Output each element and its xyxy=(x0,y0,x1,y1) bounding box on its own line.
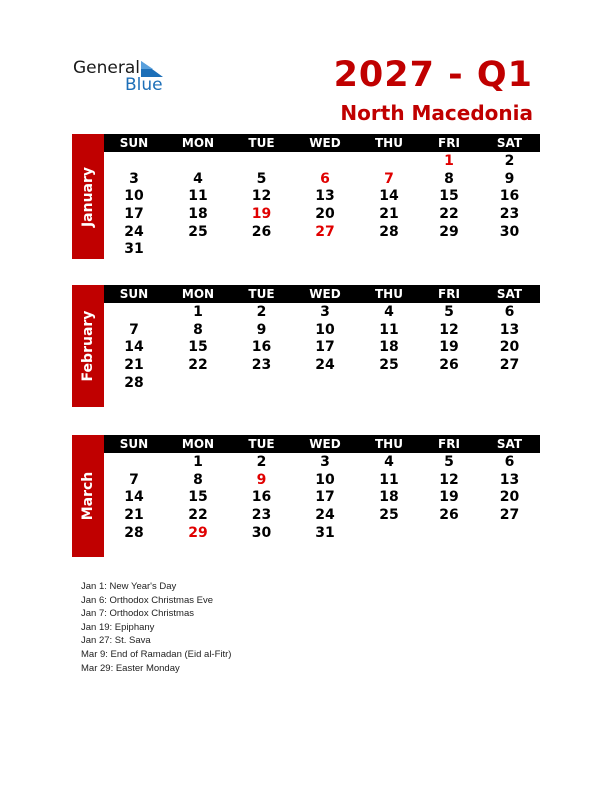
day-cell: 8 xyxy=(444,170,454,187)
day-cell: 12 xyxy=(439,471,459,488)
day-cell: 8 xyxy=(193,471,203,488)
day-cell: 12 xyxy=(439,321,459,338)
empty-day-cell xyxy=(104,453,164,471)
day-cell: 18 xyxy=(379,489,399,506)
holiday-note: Jan 1: New Year's Day xyxy=(81,581,177,592)
weekday-sat: SAT xyxy=(496,437,523,451)
day-cell: 11 xyxy=(379,321,399,338)
weekday-header xyxy=(104,435,540,453)
day-cell: 7 xyxy=(129,321,139,338)
day-cell: 9 xyxy=(256,321,267,338)
day-cell: 16 xyxy=(499,188,520,205)
empty-day-cell xyxy=(479,374,540,392)
country-name: North Macedonia xyxy=(340,101,533,125)
weekday-fri: FRI xyxy=(438,437,460,451)
month-grid xyxy=(104,435,540,541)
day-cell: 9 xyxy=(504,170,515,187)
day-cell: 9 xyxy=(256,471,267,488)
day-cell: 31 xyxy=(124,241,144,258)
month-grid xyxy=(104,285,540,391)
logo-text-general: General xyxy=(73,58,140,78)
day-cell: 17 xyxy=(124,206,144,223)
day-cell: 15 xyxy=(439,188,459,205)
week-row xyxy=(104,170,540,188)
empty-day-cell xyxy=(291,240,359,258)
day-cell: 13 xyxy=(499,471,520,488)
day-cell: 7 xyxy=(129,471,139,488)
holiday-note: Mar 9: End of Ramadan (Eid al-Fitr) xyxy=(81,648,232,660)
day-cell: 5 xyxy=(444,454,454,470)
day-cell: 25 xyxy=(379,507,399,524)
empty-day-cell xyxy=(232,240,291,258)
weekday-thu: THU xyxy=(375,437,403,451)
day-cell: 14 xyxy=(124,339,144,356)
page-title: 2027 - Q1 xyxy=(333,55,533,95)
day-cell: 26 xyxy=(439,507,459,524)
day-cell: 15 xyxy=(188,339,208,356)
generalblue-logo xyxy=(73,58,173,98)
empty-day-cell xyxy=(419,374,479,392)
week-row xyxy=(104,488,540,506)
week-row xyxy=(104,453,540,471)
week-row xyxy=(104,240,540,258)
day-cell: 30 xyxy=(499,223,520,240)
empty-day-cell xyxy=(164,374,232,392)
empty-day-cell xyxy=(291,374,359,392)
day-cell: 21 xyxy=(379,206,399,223)
day-cell: 6 xyxy=(320,170,330,187)
day-cell: 28 xyxy=(124,374,144,391)
day-cell: 16 xyxy=(251,489,272,506)
day-cell: 6 xyxy=(504,454,515,470)
day-cell: 19 xyxy=(439,489,459,506)
weekday-tue: TUE xyxy=(248,437,275,451)
weekday-thu: THU xyxy=(375,287,403,301)
day-cell: 1 xyxy=(193,454,203,470)
empty-day-cell xyxy=(419,240,479,258)
day-cell: 20 xyxy=(315,206,335,223)
empty-day-cell xyxy=(479,240,540,258)
day-cell: 22 xyxy=(439,206,459,223)
logo-text-blue: Blue xyxy=(125,75,163,95)
day-cell: 10 xyxy=(124,188,144,205)
weekday-tue: TUE xyxy=(248,287,275,301)
day-cell: 7 xyxy=(384,170,394,187)
weekday-fri: FRI xyxy=(438,136,460,150)
month-label xyxy=(72,435,104,557)
month-label xyxy=(72,285,104,407)
day-cell: 24 xyxy=(315,357,335,374)
week-row xyxy=(104,303,540,321)
day-cell: 5 xyxy=(256,170,267,187)
week-row xyxy=(104,205,540,223)
weekday-mon: MON xyxy=(181,136,215,150)
day-cell: 4 xyxy=(384,454,394,470)
day-cell: 26 xyxy=(439,357,459,374)
day-cell: 5 xyxy=(444,304,454,320)
empty-day-cell xyxy=(419,524,479,542)
week-row xyxy=(104,187,540,205)
day-cell: 3 xyxy=(320,454,330,470)
day-cell: 11 xyxy=(379,471,399,488)
empty-day-cell xyxy=(104,303,164,321)
weekday-sun: SUN xyxy=(119,136,149,150)
week-row xyxy=(104,152,540,170)
weekday-header xyxy=(104,285,540,303)
week-row xyxy=(104,223,540,241)
day-cell: 17 xyxy=(315,489,335,506)
day-cell: 20 xyxy=(499,339,520,356)
weekday-sun: SUN xyxy=(119,437,149,451)
day-cell: 10 xyxy=(315,471,335,488)
weekday-thu: THU xyxy=(375,136,403,150)
weekday-tue: TUE xyxy=(248,136,275,150)
day-cell: 2 xyxy=(256,454,267,470)
empty-day-cell xyxy=(232,152,291,170)
day-cell: 2 xyxy=(256,304,267,320)
day-cell: 18 xyxy=(188,206,208,223)
day-cell: 15 xyxy=(188,489,208,506)
day-cell: 14 xyxy=(379,188,399,205)
week-row xyxy=(104,321,540,339)
weekday-wed: WED xyxy=(309,437,341,451)
empty-day-cell xyxy=(359,240,419,258)
day-cell: 29 xyxy=(439,223,459,240)
empty-day-cell xyxy=(104,152,164,170)
weekday-wed: WED xyxy=(309,287,341,301)
week-row xyxy=(104,374,540,392)
day-cell: 11 xyxy=(188,188,208,205)
empty-day-cell xyxy=(359,524,419,542)
day-cell: 22 xyxy=(188,357,208,374)
day-cell: 18 xyxy=(379,339,399,356)
day-cell: 27 xyxy=(499,357,520,374)
holiday-note: Mar 29: Easter Monday xyxy=(81,662,180,674)
day-cell: 13 xyxy=(315,188,335,205)
empty-day-cell xyxy=(359,374,419,392)
empty-day-cell xyxy=(479,524,540,542)
empty-day-cell xyxy=(164,152,232,170)
day-cell: 10 xyxy=(315,321,335,338)
weekday-sat: SAT xyxy=(496,287,523,301)
weekday-mon: MON xyxy=(181,437,215,451)
day-cell: 1 xyxy=(193,304,203,320)
holiday-note: Jan 27: St. Sava xyxy=(81,635,151,647)
day-cell: 23 xyxy=(251,507,272,524)
day-cell: 23 xyxy=(499,206,520,223)
day-cell: 28 xyxy=(379,223,399,240)
day-cell: 13 xyxy=(499,321,520,338)
day-cell: 12 xyxy=(251,188,272,205)
month-grid xyxy=(104,134,540,258)
weekday-sun: SUN xyxy=(119,287,149,301)
week-row xyxy=(104,356,540,374)
day-cell: 31 xyxy=(315,524,335,541)
day-cell: 26 xyxy=(251,223,272,240)
weekday-mon: MON xyxy=(181,287,215,301)
month-name: March xyxy=(80,471,96,521)
empty-day-cell xyxy=(359,152,419,170)
empty-day-cell xyxy=(291,152,359,170)
holiday-note: Jan 7: Orthodox Christmas xyxy=(81,608,194,620)
day-cell: 21 xyxy=(124,357,144,374)
week-row xyxy=(104,506,540,524)
month-name: January xyxy=(80,166,96,227)
day-cell: 21 xyxy=(124,507,144,524)
day-cell: 29 xyxy=(188,524,208,541)
holiday-note: Jan 19: Epiphany xyxy=(81,621,155,633)
day-cell: 4 xyxy=(384,304,394,320)
day-cell: 25 xyxy=(379,357,399,374)
day-cell: 14 xyxy=(124,489,144,506)
day-cell: 2 xyxy=(504,153,515,169)
day-cell: 8 xyxy=(193,321,203,338)
month-label xyxy=(72,134,104,259)
day-cell: 27 xyxy=(315,223,335,240)
week-row xyxy=(104,338,540,356)
month-name: February xyxy=(80,310,96,382)
day-cell: 24 xyxy=(124,223,144,240)
empty-day-cell xyxy=(164,240,232,258)
weekday-wed: WED xyxy=(309,136,341,150)
day-cell: 19 xyxy=(439,339,459,356)
day-cell: 30 xyxy=(251,524,272,541)
day-cell: 3 xyxy=(320,304,330,320)
day-cell: 16 xyxy=(251,339,272,356)
day-cell: 4 xyxy=(193,170,203,187)
day-cell: 20 xyxy=(499,489,520,506)
holiday-notes xyxy=(81,580,231,675)
day-cell: 19 xyxy=(251,206,272,223)
week-row xyxy=(104,471,540,489)
weekday-sat: SAT xyxy=(496,136,523,150)
day-cell: 23 xyxy=(251,357,272,374)
weekday-header xyxy=(104,134,540,152)
day-cell: 6 xyxy=(504,304,515,320)
empty-day-cell xyxy=(232,374,291,392)
day-cell: 28 xyxy=(124,524,144,541)
holiday-note: Jan 6: Orthodox Christmas Eve xyxy=(81,594,213,606)
week-row xyxy=(104,524,540,542)
day-cell: 22 xyxy=(188,507,208,524)
day-cell: 24 xyxy=(315,507,335,524)
day-cell: 17 xyxy=(315,339,335,356)
day-cell: 3 xyxy=(129,170,139,187)
day-cell: 27 xyxy=(499,507,520,524)
day-cell: 1 xyxy=(444,153,454,169)
day-cell: 25 xyxy=(188,223,208,240)
weekday-fri: FRI xyxy=(438,287,460,301)
